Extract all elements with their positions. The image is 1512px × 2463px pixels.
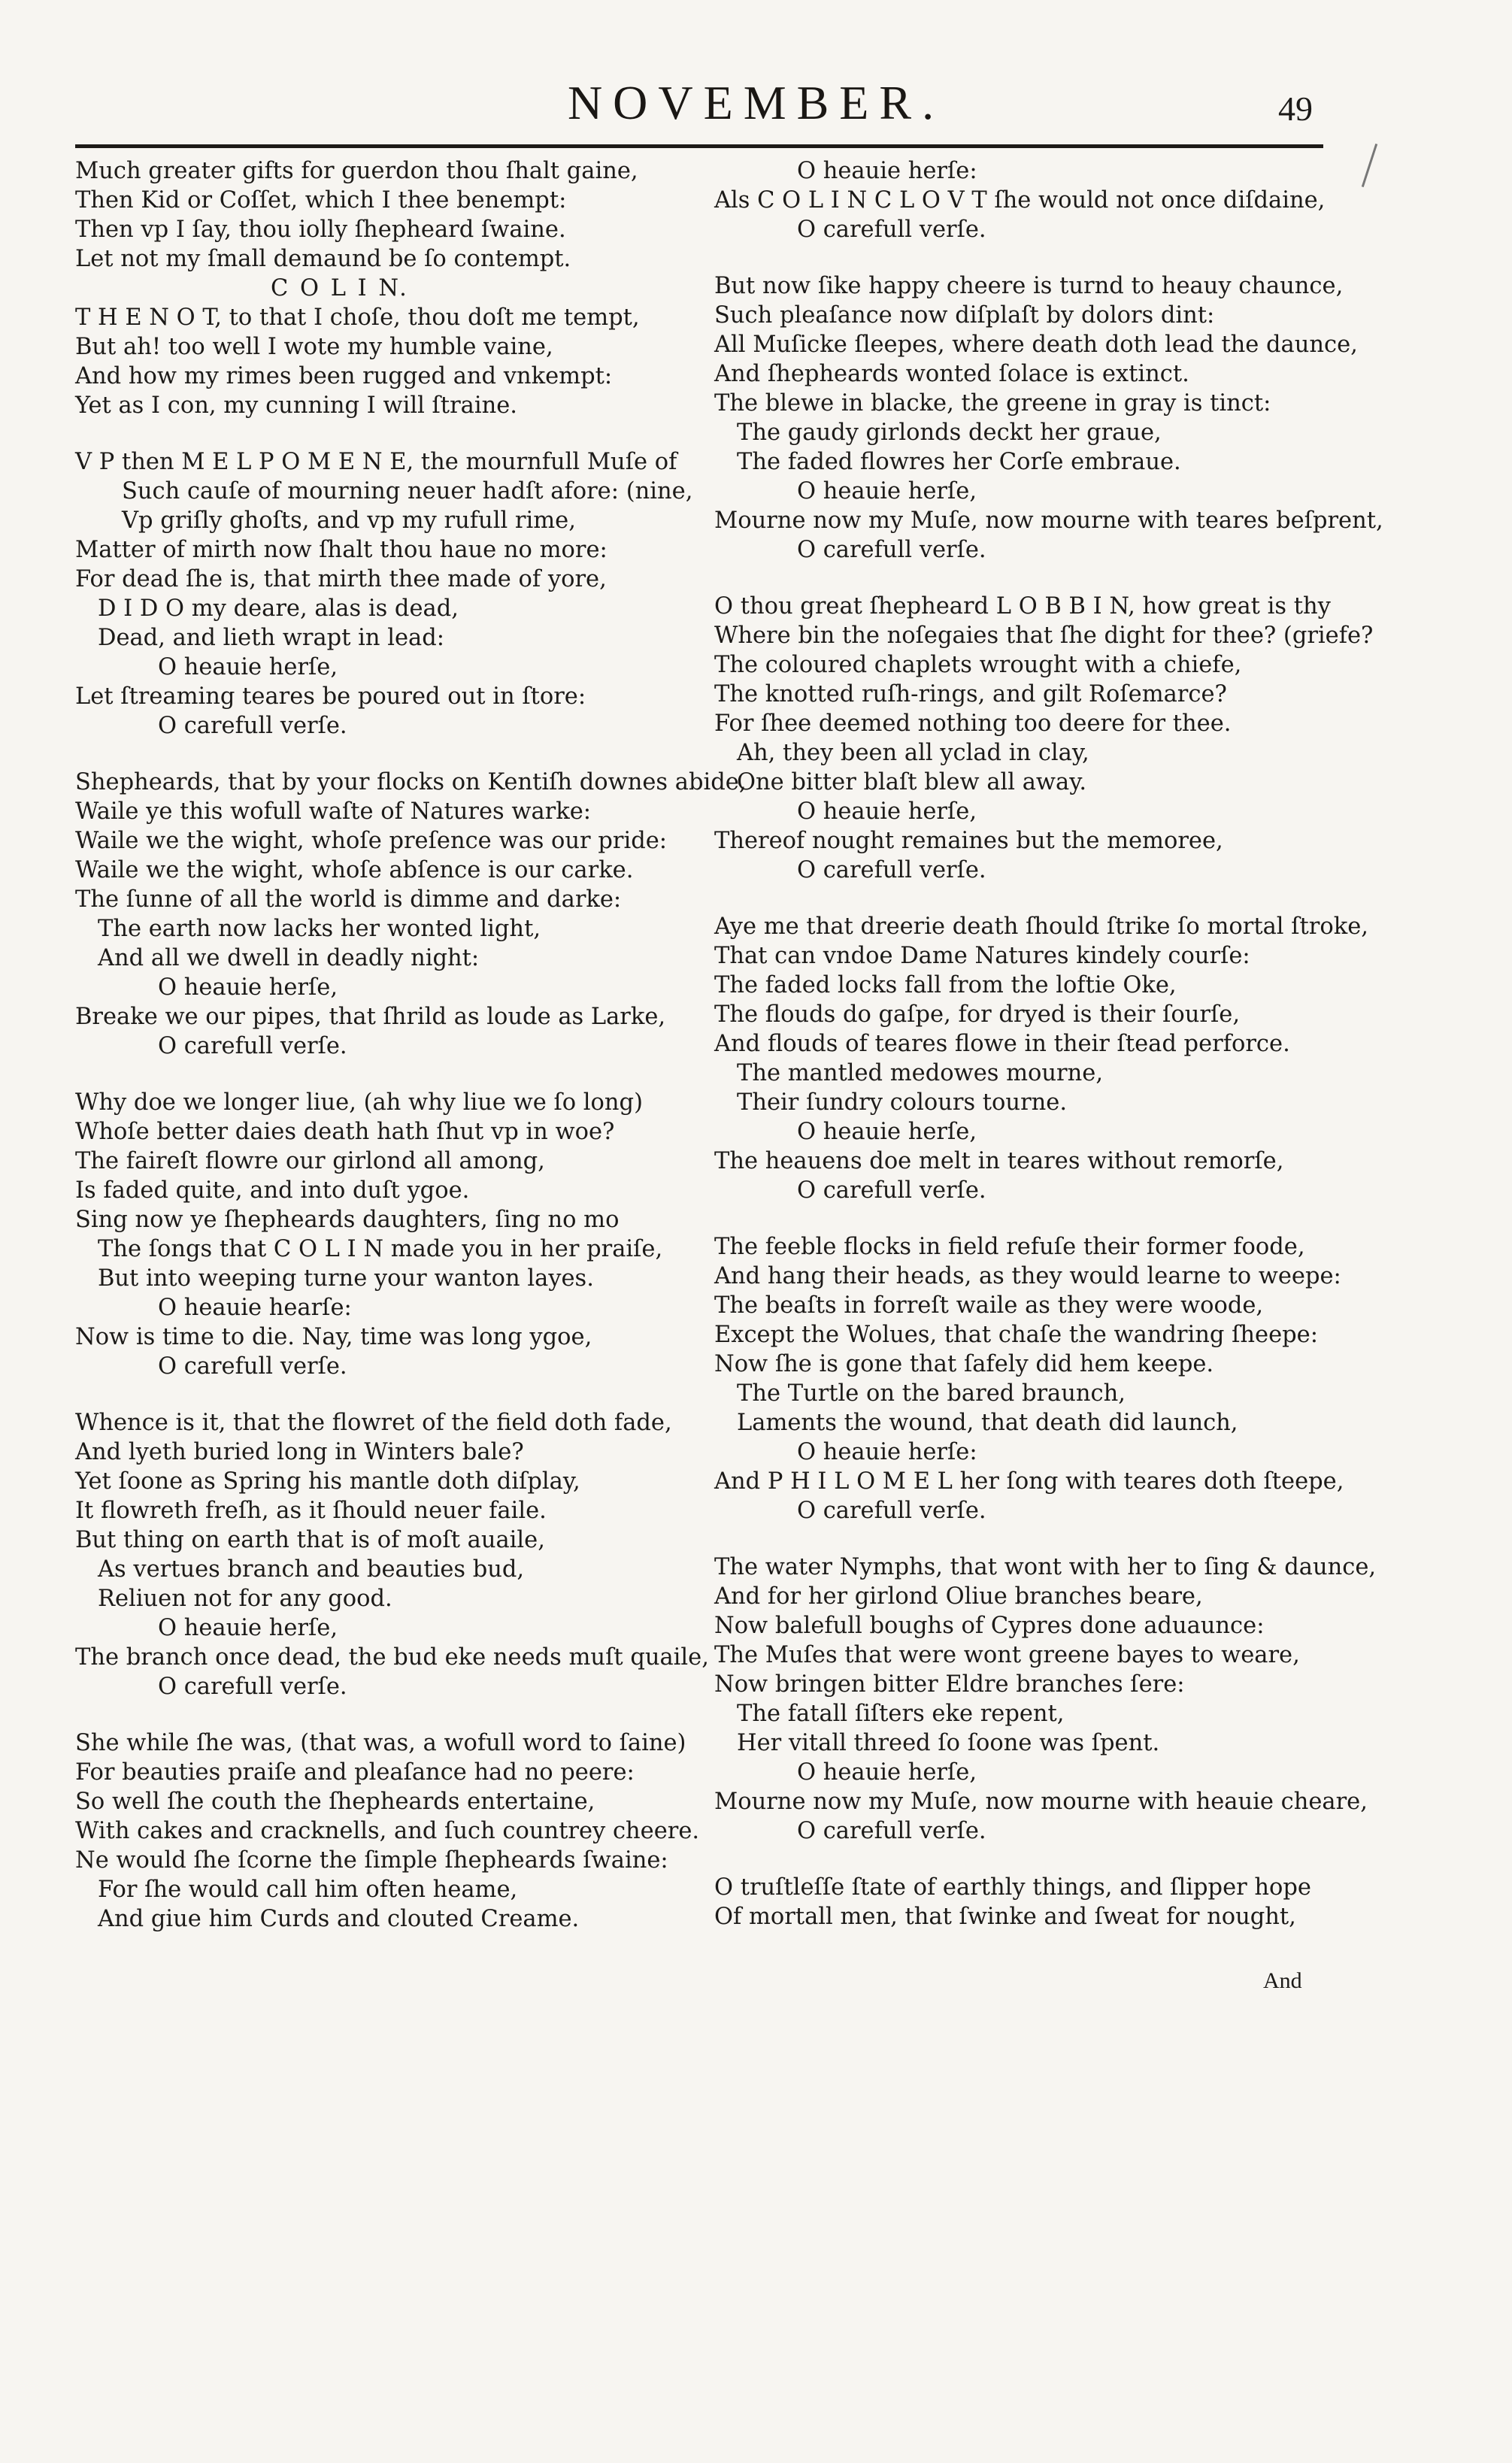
verse-line: And flouds of teares flowe in their ſtead perforce.: [714, 1031, 1290, 1057]
verse-line: Mourne now my Muſe, now mourne with teares beſprent,: [714, 507, 1383, 534]
verse-line: As vertues branch and beauties bud,: [98, 1556, 525, 1583]
verse-line: O carefull verſe.: [158, 1674, 347, 1700]
verse-line: C O L I N.: [271, 275, 409, 301]
verse-line: O carefull verſe.: [158, 1353, 347, 1380]
verse-line: The water Nymphs, that wont with her to ſing & daunce,: [714, 1554, 1377, 1580]
verse-line: The mantled medowes mourne,: [737, 1060, 1104, 1086]
verse-line: And P H I L O M E L her ſong with teares doth ſteepe,: [714, 1468, 1344, 1495]
verse-line: O carefull verſe.: [797, 1818, 986, 1844]
verse-line: And all we dwell in deadly night:: [98, 945, 480, 971]
verse-line: The beaſts in forreſt waile as they were woode,: [714, 1292, 1264, 1319]
verse-line: Now is time to die. Nay, time was long ygoe,: [75, 1324, 592, 1350]
verse-line: Whoſe better daies death hath ſhut vp in woe?: [75, 1119, 615, 1145]
verse-line: O carefull verſe.: [158, 1033, 347, 1059]
stanza: [75, 768, 747, 1061]
verse-line: O heauie herſe,: [158, 1615, 338, 1641]
verse-line: Waile we the wight, whoſe preſence was our pride:: [75, 828, 668, 854]
verse-line: It flowreth freſh, as it ſhould neuer faile.: [75, 1498, 547, 1524]
verse-line: Why doe we longer liue, (ah why liue we ſo long): [75, 1089, 643, 1116]
verse-line: The flouds do gaſpe, for dryed is their ſourſe,: [714, 1001, 1241, 1028]
verse-line: All Muſicke ſleepes, where death doth lead the daunce,: [714, 332, 1358, 358]
verse-line: O heauie herſe:: [797, 158, 977, 184]
verse-line: O carefull verſe.: [797, 217, 986, 243]
verse-line: Vp griſly ghoſts, and vp my rufull rime,: [122, 507, 576, 534]
verse-line: O heauie herſe,: [797, 478, 977, 504]
verse-line: O heauie herſe:: [797, 1439, 977, 1465]
verse-line: The Muſes that were wont greene bayes to weare,: [714, 1642, 1300, 1668]
verse-line: Matter of mirth now ſhalt thou haue no more:: [75, 537, 608, 563]
verse-line: The feeble flocks in field refuſe their former foode,: [714, 1234, 1305, 1260]
verse-line: The Turtle on the bared braunch,: [737, 1380, 1126, 1407]
verse-line: Then vp I ſay, thou iolly ſhepheard ſwaine.: [75, 217, 566, 243]
verse-line: One bitter blaſt blew all away.: [737, 769, 1087, 795]
stanza: [75, 447, 722, 741]
header-rule: [75, 144, 1323, 148]
verse-line: O heauie herſe,: [158, 974, 338, 1001]
verse-line: Let not my ſmall demaund be ſo contempt.: [75, 246, 571, 272]
verse-line: For ſhe would call him often heame,: [98, 1877, 518, 1903]
verse-line: Whence is it, that the flowret of the field doth fade,: [75, 1410, 672, 1436]
verse-line: Shepheards, that by your flocks on Kentiſh downes abide,: [75, 769, 747, 795]
verse-line: Now ſhe is gone that ſafely did hem keepe.: [714, 1351, 1214, 1377]
verse-line: So well ſhe couth the ſhepheards entertaine,: [75, 1789, 595, 1815]
verse-line: And how my rimes been rugged and vnkempt:: [75, 363, 613, 389]
verse-line: O carefull verſe.: [797, 857, 986, 883]
verse-line: Where bin the noſegaies that ſhe dight for thee? (griefe?: [714, 623, 1374, 649]
verse-line: O heauie herſe,: [158, 654, 338, 680]
verse-line: With cakes and cracknells, and ſuch countrey cheere.: [75, 1818, 700, 1844]
verse-line: For dead ſhe is, that mirth thee made of yore,: [75, 566, 607, 592]
stanza: [714, 592, 1374, 885]
verse-line: Als C O L I N C L O V T ſhe would not once diſdaine,: [714, 187, 1326, 214]
verse-line: Their ſundry colours tourne.: [737, 1089, 1068, 1116]
verse-line: Ne would ſhe ſcorne the ſimple ſhepheards ſwaine:: [75, 1847, 668, 1874]
stanza: [714, 1232, 1361, 1525]
verse-line: And ſhepheards wonted ſolace is extinct.: [714, 361, 1189, 387]
verse-line: The knotted ruſh-rings, and gilt Roſemarce?: [714, 681, 1227, 707]
verse-line: Ah, they been all yclad in clay,: [737, 740, 1089, 766]
verse-line: Aye me that dreerie death ſhould ſtrike ſo mortal ſtroke,: [714, 913, 1368, 940]
verse-line: That can vndoe Dame Natures kindely courſe:: [714, 943, 1250, 969]
stanza: [75, 156, 722, 420]
verse-line: T H E N O T, to that I choſe, thou doſt me tempt,: [75, 304, 640, 331]
verse-line: Of mortall men, that ſwinke and ſweat for nought,: [714, 1904, 1296, 1930]
stanza: [75, 1728, 722, 1934]
verse-line: Much greater gifts for guerdon thou ſhalt gaine,: [75, 158, 638, 184]
verse-line: Thereof nought remaines but the memoree,: [714, 828, 1223, 854]
verse-line: But into weeping turne your wanton layes.: [98, 1265, 594, 1292]
verse-line: Her vitall threed ſo ſoone was ſpent.: [737, 1730, 1160, 1756]
verse-line: O heauie hearſe:: [158, 1295, 352, 1321]
verse-line: Let ſtreaming teares be poured out in ſtore:: [75, 683, 586, 710]
verse-line: The faireſt flowre our girlond all among,: [75, 1148, 545, 1174]
verse-line: But thing on earth that is of moſt auaile,: [75, 1527, 545, 1553]
verse-line: O heauie herſe,: [797, 798, 977, 825]
verse-line: And giue him Curds and clouted Creame.: [98, 1906, 580, 1932]
verse-line: Is faded quite, and into duſt ygoe.: [75, 1177, 470, 1204]
verse-line: Yet ſoone as Spring his mantle doth diſplay,: [75, 1468, 580, 1495]
verse-line: The faded locks fall from the loftie Oke,: [714, 972, 1177, 998]
verse-line: And hang their heads, as they would learne to weepe:: [714, 1263, 1341, 1289]
page-number: 49: [1278, 89, 1313, 128]
left-column: [75, 156, 747, 1961]
verse-line: The ſunne of all the world is dimme and darke:: [75, 886, 622, 913]
margin-mark-icon: [1362, 144, 1377, 187]
verse-line: O carefull verſe.: [797, 1498, 986, 1524]
verse-line: O carefull verſe.: [797, 1177, 986, 1204]
verse-line: Waile ye this wofull waſte of Natures warke:: [75, 798, 592, 825]
verse-line: Then Kid or Coſſet, which I thee benempt:: [75, 187, 567, 214]
stanza: [714, 1553, 1377, 1846]
verse-line: Yet as I con, my cunning I will ſtraine.: [75, 392, 517, 419]
verse-line: For beauties praiſe and pleaſance had no peere:: [75, 1759, 635, 1786]
verse-line: O carefull verſe.: [797, 537, 986, 563]
catchword: And: [1263, 1968, 1302, 1993]
verse-line: O carefull verſe.: [158, 713, 347, 739]
stanza: [75, 1408, 722, 1701]
verse-line: The gaudy girlonds deckt her graue,: [737, 420, 1162, 446]
verse-line: V P then M E L P O M E N E, the mournfull Muſe of: [75, 449, 677, 475]
stanza: [714, 1873, 1361, 1931]
verse-line: Except the Wolues, that chaſe the wandring ſheepe:: [714, 1322, 1319, 1348]
stanza: [714, 156, 1361, 244]
verse-line: D I D O my deare, alas is dead,: [98, 595, 459, 622]
verse-line: Such pleaſance now diſplaſt by dolors dint:: [714, 302, 1215, 329]
running-head: NOVEMBER.: [567, 76, 945, 129]
verse-line: Sing now ye ſhepheards daughters, ſing no mo: [75, 1207, 620, 1233]
verse-line: She while ſhe was, (that was, a wofull word to ſaine): [75, 1730, 686, 1756]
verse-line: The ſongs that C O L I N made you in her praiſe,: [98, 1236, 663, 1262]
verse-line: And lyeth buried long in Winters bale?: [75, 1439, 524, 1465]
verse-line: Waile we the wight, whoſe abſence is our carke.: [75, 857, 634, 883]
verse-line: Dead, and lieth wrapt in lead:: [98, 625, 445, 651]
verse-line: Now balefull boughs of Cypres done aduaunce:: [714, 1613, 1265, 1639]
verse-line: And for her girlond Oliue branches beare,: [714, 1583, 1203, 1610]
verse-line: Mourne now my Muſe, now mourne with heauie cheare,: [714, 1789, 1368, 1815]
verse-line: But ah! too well I wote my humble vaine,: [75, 334, 553, 360]
verse-line: Such cauſe of mourning neuer hadſt afore: (nine,: [122, 478, 693, 504]
verse-line: Breake we our pipes, that ſhrild as loude as Larke,: [75, 1004, 666, 1030]
verse-line: O truſtleſſe ſtate of earthly things, and ſlipper hope: [714, 1874, 1311, 1901]
verse-line: The branch once dead, the bud eke needs muſt quaile,: [75, 1644, 709, 1671]
verse-line: The heauens doe melt in teares without remorſe,: [714, 1148, 1284, 1174]
verse-line: The earth now lacks her wonted light,: [98, 916, 541, 942]
verse-line: Now bringen bitter Eldre branches ſere:: [714, 1671, 1185, 1698]
verse-line: Reliuen not for any good.: [98, 1586, 392, 1612]
verse-line: For ſhee deemed nothing too deere for thee.: [714, 710, 1232, 737]
stanza: [75, 1088, 722, 1381]
verse-line: O heauie herſe,: [797, 1119, 977, 1145]
verse-line: But now ſike happy cheere is turnd to heauy chaunce,: [714, 273, 1344, 299]
right-column: [714, 156, 1383, 1959]
verse-line: The coloured chaplets wrought with a chiefe,: [714, 652, 1242, 678]
verse-line: The faded flowres her Corſe embraue.: [737, 449, 1181, 475]
verse-line: O heauie herſe,: [797, 1759, 977, 1786]
stanza: [714, 271, 1383, 565]
stanza: [714, 912, 1368, 1205]
verse-line: O thou great ſhepheard L O B B I N, how great is thy: [714, 593, 1331, 620]
verse-line: The blewe in blacke, the greene in gray is tinct:: [714, 390, 1271, 417]
verse-line: Laments the wound, that death did launch,: [737, 1410, 1238, 1436]
verse-line: The fatall ſiſters eke repent,: [737, 1701, 1065, 1727]
